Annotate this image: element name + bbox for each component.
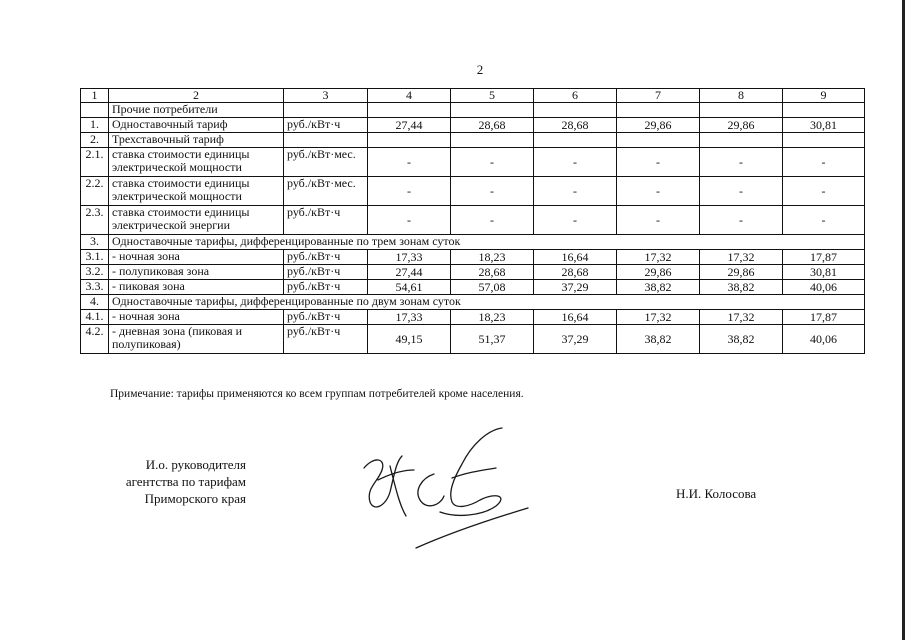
value-cell: -	[534, 206, 617, 235]
value-cell: -	[700, 148, 783, 177]
signatory-title-line: агентства по тарифам	[125, 474, 246, 489]
value-cell: 54,61	[368, 280, 451, 295]
row-name-cell: ставка стоимости единицы электрической мощности	[109, 148, 284, 177]
value-cell: 16,64	[534, 250, 617, 265]
row-name-cell: Одноставочный тариф	[109, 118, 284, 133]
table-row	[81, 148, 865, 177]
empty-cell	[451, 103, 534, 118]
value-cell: -	[451, 206, 534, 235]
value-cell: 29,86	[700, 118, 783, 133]
empty-cell	[534, 133, 617, 148]
value-cell: -	[368, 148, 451, 177]
page-number: 2	[476, 62, 484, 77]
value-cell: 29,86	[617, 265, 700, 280]
value-cell: 30,81	[783, 265, 865, 280]
value-cell: -	[700, 206, 783, 235]
column-header: 2	[109, 89, 284, 103]
value-cell: -	[451, 148, 534, 177]
value-cell: 28,68	[534, 265, 617, 280]
value-cell: 37,29	[534, 325, 617, 354]
value-cell: 30,81	[783, 118, 865, 133]
table-row	[81, 295, 865, 310]
row-number-cell: 4.1.	[81, 310, 109, 325]
row-name-cell: - дневная зона (пиковая и полупиковая)	[109, 325, 284, 354]
value-cell: -	[700, 177, 783, 206]
empty-cell	[451, 133, 534, 148]
table-row	[81, 250, 865, 265]
row-name-cell: ставка стоимости единицы электрической мощности	[109, 177, 284, 206]
value-cell: 27,44	[368, 265, 451, 280]
value-cell: 17,32	[617, 250, 700, 265]
value-cell: 28,68	[451, 265, 534, 280]
value-cell: -	[451, 177, 534, 206]
handwritten-signature	[356, 420, 536, 555]
value-cell: 38,82	[700, 280, 783, 295]
unit-cell: руб./кВт·ч	[284, 280, 368, 295]
value-cell: -	[783, 177, 865, 206]
value-cell: 38,82	[617, 325, 700, 354]
row-name-cell: - ночная зона	[109, 310, 284, 325]
value-cell: -	[534, 177, 617, 206]
value-cell: -	[617, 148, 700, 177]
value-cell: 40,06	[783, 280, 865, 295]
empty-cell	[783, 103, 865, 118]
value-cell: 37,29	[534, 280, 617, 295]
unit-cell: руб./кВт·мес.	[284, 177, 368, 206]
row-number-cell: 1.	[81, 118, 109, 133]
unit-cell: руб./кВт·ч	[284, 250, 368, 265]
column-header: 3	[284, 89, 368, 103]
value-cell: 40,06	[783, 325, 865, 354]
empty-cell	[368, 103, 451, 118]
value-cell: -	[783, 148, 865, 177]
table-row	[81, 235, 865, 250]
row-name-cell: - полупиковая зона	[109, 265, 284, 280]
signatory-title	[78, 456, 246, 507]
empty-cell	[617, 133, 700, 148]
value-cell: 29,86	[617, 118, 700, 133]
value-cell: 57,08	[451, 280, 534, 295]
row-number-cell: 2.3.	[81, 206, 109, 235]
value-cell: 16,64	[534, 310, 617, 325]
table-row	[81, 177, 865, 206]
value-cell: 17,87	[783, 310, 865, 325]
value-cell: 18,23	[451, 310, 534, 325]
unit-cell: руб./кВт·ч	[284, 265, 368, 280]
empty-cell	[700, 103, 783, 118]
column-header: 7	[617, 89, 700, 103]
column-header: 6	[534, 89, 617, 103]
table-row	[81, 280, 865, 295]
value-cell: 51,37	[451, 325, 534, 354]
value-cell: -	[368, 206, 451, 235]
column-header: 8	[700, 89, 783, 103]
column-header: 9	[783, 89, 865, 103]
table-row	[81, 206, 865, 235]
empty-cell	[783, 133, 865, 148]
unit-cell: руб./кВт·ч	[284, 118, 368, 133]
empty-cell	[284, 133, 368, 148]
row-number-cell: 3.3.	[81, 280, 109, 295]
value-cell: 17,32	[617, 310, 700, 325]
value-cell: -	[783, 206, 865, 235]
row-number-cell: 2.1.	[81, 148, 109, 177]
unit-cell: руб./кВт·ч	[284, 325, 368, 354]
row-number-cell: 3.	[81, 235, 109, 250]
value-cell: 38,82	[700, 325, 783, 354]
value-cell: 28,68	[534, 118, 617, 133]
signatory-name: Н.И. Колосова	[676, 486, 757, 501]
table-header-row	[81, 89, 865, 103]
value-cell: -	[534, 148, 617, 177]
signatory-title-line: И.о. руководителя	[145, 457, 246, 472]
value-cell: 27,44	[368, 118, 451, 133]
empty-cell	[700, 133, 783, 148]
row-number-cell: 4.	[81, 295, 109, 310]
empty-cell	[534, 103, 617, 118]
unit-cell: руб./кВт·ч	[284, 206, 368, 235]
empty-cell	[368, 133, 451, 148]
value-cell: 18,23	[451, 250, 534, 265]
table-row	[81, 133, 865, 148]
value-cell: 17,87	[783, 250, 865, 265]
row-number-cell: 3.2.	[81, 265, 109, 280]
value-cell: 28,68	[451, 118, 534, 133]
value-cell: -	[617, 206, 700, 235]
row-number-cell: 4.2.	[81, 325, 109, 354]
row-number-cell	[81, 103, 109, 118]
column-header: 1	[81, 89, 109, 103]
value-cell: 17,32	[700, 310, 783, 325]
row-name-cell: - пиковая зона	[109, 280, 284, 295]
table-body	[81, 103, 865, 354]
value-cell: 17,33	[368, 250, 451, 265]
unit-cell: руб./кВт·ч	[284, 310, 368, 325]
section-title-cell: Одноставочные тарифы, дифференцированные по трем зонам суток	[109, 235, 865, 250]
tariff-table	[80, 88, 865, 354]
value-cell: -	[617, 177, 700, 206]
section-title-cell: Одноставочные тарифы, дифференцированные по двум зонам суток	[109, 295, 865, 310]
value-cell: -	[368, 177, 451, 206]
row-name-cell: ставка стоимости единицы электрической энергии	[109, 206, 284, 235]
table-row	[81, 325, 865, 354]
table-row	[81, 265, 865, 280]
row-number-cell: 2.2.	[81, 177, 109, 206]
row-name-cell: Прочие потребители	[109, 103, 284, 118]
signatory-title-line: Приморского края	[144, 491, 246, 506]
row-number-cell: 3.1.	[81, 250, 109, 265]
column-header: 4	[368, 89, 451, 103]
value-cell: 29,86	[700, 265, 783, 280]
unit-cell: руб./кВт·мес.	[284, 148, 368, 177]
table-row	[81, 103, 865, 118]
column-header: 5	[451, 89, 534, 103]
empty-cell	[617, 103, 700, 118]
value-cell: 38,82	[617, 280, 700, 295]
row-name-cell: Трехставочный тариф	[109, 133, 284, 148]
table-row	[81, 118, 865, 133]
row-name-cell: - ночная зона	[109, 250, 284, 265]
footnote: Примечание: тарифы применяются ко всем группам потребителей кроме населения.	[110, 388, 524, 400]
row-number-cell: 2.	[81, 133, 109, 148]
value-cell: 49,15	[368, 325, 451, 354]
empty-cell	[284, 103, 368, 118]
value-cell: 17,32	[700, 250, 783, 265]
table-row	[81, 310, 865, 325]
value-cell: 17,33	[368, 310, 451, 325]
